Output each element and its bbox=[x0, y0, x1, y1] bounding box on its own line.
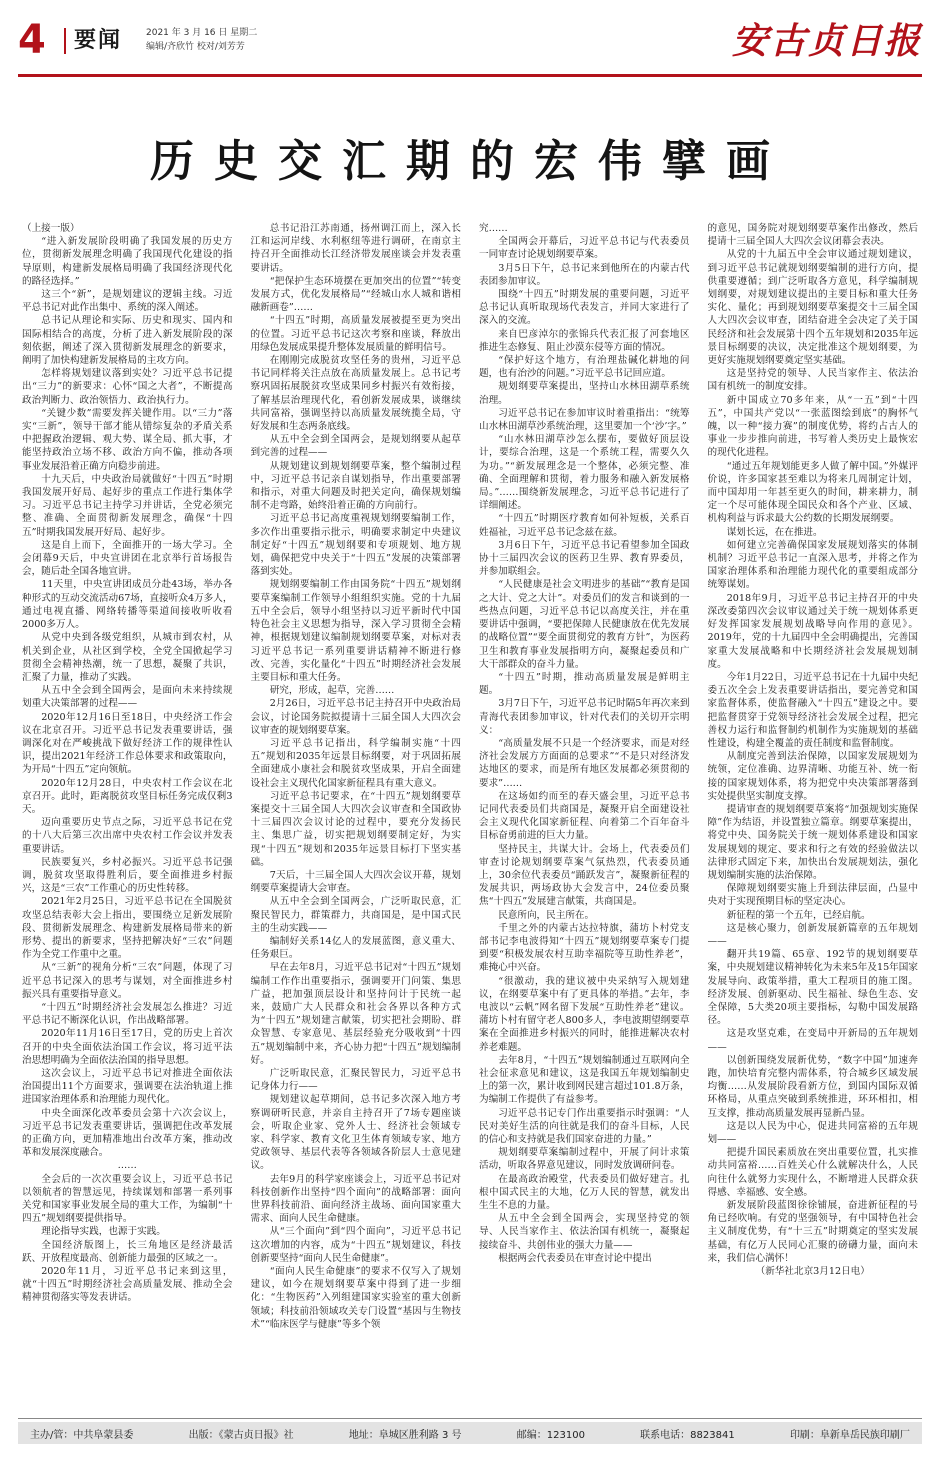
paragraph: 3月5日下午，总书记来到他所在的内蒙古代表团参加审议。 bbox=[479, 262, 690, 287]
paragraph: 11天里，中央宣讲团成员分赴43场，举办各种形式的互动交流活动67场，直接听众4万多人，通过电视直播、网络转播等渠道间接收听收看2000多万人。 bbox=[22, 579, 233, 631]
paragraph: 坚持民主，共谋大计。会场上，代表委员们审查讨论规划纲要草案气氛热烈，代表委员通上，30余位代表委员“踊跃发言”，凝聚新征程的发展共识，两场政协大会发言中，24位委员聚焦“十四五”发展建言献策，共商国是。 bbox=[479, 843, 690, 908]
press-info: 出版：《蒙古贞日报》社 bbox=[188, 1429, 294, 1441]
paragraph: 从党的十九届五中全会审议通过规划建议，到习近平总书记就规划纲要编制的进行方向，提供重要遵循；到广泛听取各方意见，科学编制规划纲要，对规划建议提出的主要目标和重大任务实化、量化；再到规划纲要草案提交十三届全国人大四次会议审查，团结奋进全会决定了关于国民经济和社会发展第十四个五年规划和2035年远景目标纲要的决议，决定批准这个规划纲要，为更好实施规划纲要奠定坚实基础。 bbox=[707, 249, 918, 367]
paragraph: 民意所向，民主所在。 bbox=[498, 909, 595, 921]
paragraph: 2020年11月，习近平总书记来到这里，就“十四五”时期经济社会高质量发展、推动全会精神贯彻落实等发表讲话。 bbox=[22, 1266, 233, 1304]
paragraph: 这是自上而下，全面推开的一场大学习。全会闭幕9天后，中央宣讲团在北京举行首场报告会，随后赴全国各地宣讲。 bbox=[22, 539, 233, 578]
paragraph: 习近平总书记高度重视规划纲要编制工作，多次作出重要指示批示，明确要求制定中央建议制定好“十四五”规划纲要和专项规划、地方规划，确保把党中央关于“十四五”发展的决策部署落到实处。 bbox=[250, 513, 461, 578]
paragraph: 在最高政治殿堂，代表委员们做好建言。扎根中国式民主的大地，亿万人民的智慧，就发出生生不息的力量。 bbox=[479, 1173, 690, 1212]
paragraph: “十四五”时期医疗教育如何补短板，关系百姓福祉，习近平总书记念兹在兹。 bbox=[479, 513, 690, 538]
paragraph: （新华社北京3月12日电） bbox=[755, 1266, 870, 1278]
paragraph: 全国经济版图上，长三角地区是经济最活跃、开放程度最高、创新能力最强的区域之一。 bbox=[22, 1239, 233, 1264]
paragraph: 从五中全会到全国两会，广泛听取民意，汇聚民智民力，群策群力，共商国是，是中国式民主的生动实践—— bbox=[250, 896, 461, 934]
paragraph: 谋划长远，在在推进。 bbox=[726, 526, 823, 538]
paragraph: 理论指导实践，也源于实践。 bbox=[41, 1226, 166, 1238]
paragraph: 中央全面深化改革委员会第十六次会议上，习近平总书记发表重要讲话，强调把住改革发展的正确方向，更加精准地出台改革方案，推动改革和发展深度融合。 bbox=[22, 1107, 233, 1159]
paragraph: 2018年9月，习近平总书记主持召开的中央深改委第四次会议审议通过关于统一规划体系更好发挥国家发展规划战略导向作用的意见》。2019年，党的十九届四中全会明确提出，完善国家重大发展战略和中长期经济社会发展规划制度。 bbox=[707, 592, 918, 670]
postcode-info: 邮编：123100 bbox=[516, 1429, 585, 1441]
paragraph: 翻开共19篇、65章、192节的规划纲要草案，中央规划建议精神转化为未来5年及15年国家发展导向、政策举措，重大工程项目的施工图。经济发展、创新驱动、民生福祉、绿色生态、安全保障，5大类20项主要指标，勾勒中国发展路径。 bbox=[707, 949, 918, 1027]
paragraph: 从“三新”的视角分析“三农”问题，体现了习近平总书记深入的思考与谋划，对全面推进乡村振兴具有重要指导意义。 bbox=[22, 962, 233, 1000]
phone-info: 联系电话：8823841 bbox=[640, 1429, 735, 1441]
paragraph: …… bbox=[117, 1160, 137, 1172]
paragraph: 这是坚持党的领导、人民当家作主、依法治国有机统一的制度安排。 bbox=[707, 368, 918, 393]
paragraph: 以创新围绕发展新优势，“数字中国”加速奔跑，加快培育完整内需体系，符合城乡区域发展均衡……从发展阶段看新方位，到国内国际双循环格局，从重点突破到系统推进，环环相扣，相互支撑，推动高质量发展再显新凸显。 bbox=[707, 1054, 918, 1119]
paragraph: “保护好这个地方，有治理盐碱化耕地的问题，也有治沙的问题。”习近平总书记回应道。 bbox=[479, 355, 690, 380]
paragraph: 从党中央到各级党组织，从城市到农村，从机关到企业，从社区到学校，全党全国掀起学习贯彻全会精神热潮，统一了思想，凝聚了共识，汇聚了力量，推动了实践。 bbox=[22, 632, 233, 683]
paragraph: 把提升国民素质放在突出重要位置，扎实推动共同富裕……百姓关心什么就解决什么，人民向往什么就努力实现什么，不断增进人民群众获得感、幸福感、安全感。 bbox=[707, 1147, 918, 1198]
paragraph: 迈向重要历史节点之际，习近平总书记在党的十八大后第三次出席中央农村工作会议并发表重要讲话。 bbox=[22, 817, 233, 855]
paragraph: 究…… bbox=[479, 223, 508, 234]
paragraph: 规划纲要草案提出，坚持山水林田湖草系统治理。 bbox=[479, 381, 690, 406]
paragraph: 总书记从理论和实际、历史和现实、国内和国际相结合的高度，分析了进入新发展阶段的深刻依据，阐述了深入贯彻新发展理念的新要求，阐明了加快构建新发展格局的主攻方向。 bbox=[22, 315, 233, 367]
paragraph: 从制度完善到法治保障，以国家发展规划为统领，定位准确、边界清晰、功能互补、统一衔接的国家规划体系，将为把党中央决策部署落到实处提供坚实制度支撑。 bbox=[707, 751, 918, 802]
paragraph: “山水林田湖草沙怎么摆布，要做好顶层设计，要综合治理，这是一个系统工程，需要久久为功。”“新发展理念是一个整体，必须完整、准确、全面理解和贯彻，着力服务和融入新发展格局。”……围绕新发展理念，习近平总书记进行了详细阐述。 bbox=[479, 434, 690, 512]
address-info: 地址：阜城区胜利路 3 号 bbox=[348, 1429, 462, 1441]
paragraph: 规划纲要编制工作由国务院“十四五”规划纲要草案编制工作领导小组组织实施。党的十九届五中全会后，领导小组坚持以习近平新时代中国特色社会主义思想为指导，深入学习贯彻全会精神，根据规划建议编制规划纲要草案，对标对表习近平总书记一系列重要讲话精神不断进行修改、完善，实化量化“十四五”时期经济社会发展主要目标和重大任务。 bbox=[250, 579, 461, 683]
paragraph: 从五中全会到全国两会，是面向未来持续规划重大决策部署的过程—— bbox=[22, 685, 233, 710]
article-column-3 bbox=[479, 222, 690, 1412]
paragraph: 民族要复兴，乡村必振兴。习近平总书记强调，脱贫攻坚取得胜利后，要全面推进乡村振兴，这是“三农”工作重心的历史性转移。 bbox=[22, 856, 233, 895]
article-headline: 历史交汇期的宏伟擘画 bbox=[150, 136, 790, 187]
paragraph: 早在去年8月，习近平总书记对“十四五”规划编制工作作出重要指示，强调要开门问策、集思广益，把加强顶层设计和坚持问计于民统一起来，鼓励广大人民群众和社会各界以各种方式为“十四五”规划建言献策，切实把社会期盼、群众智慧、专家意见、基层经验充分吸收到“十四五”规划编制中来，齐心协力把“十四五”规划编制好。 bbox=[250, 962, 461, 1066]
article-column-2 bbox=[251, 222, 462, 1412]
editor-credit: 编辑/齐欣竹 校对/刘芳芳 bbox=[146, 42, 245, 52]
paragraph: 编制好关系14亿人的发展蓝图，意义重大、任务艰巨。 bbox=[250, 935, 461, 961]
paragraph: 提请审查的规划纲要草案将“加强规划实施保障”作为结语，并设置独立篇章。纲要草案提出，将党中央、国务院关于统一规划体系建设和国家发展规划的规定、要求和行之有效的经验做法以法律形式固定下来，加快出台发展规划法，强化规划编制实施的法治保障。 bbox=[707, 803, 918, 881]
paragraph: 2020年12月28日，中央农村工作会议在北京召开。此时，距离脱贫攻坚目标任务完成仅剩3天。 bbox=[22, 777, 233, 815]
paragraph: 3月7日下午，习近平总书记时隔5年再次来到青海代表团参加审议，针对代表们的关切开宗明义： bbox=[479, 698, 690, 736]
paragraph: 3月6日下午，习近平总书记看望参加全国政协十三届四次会议的医药卫生界、教育界委员，并参加联组会。 bbox=[479, 539, 690, 578]
paragraph: 研究，形成，起草，完善…… bbox=[269, 685, 395, 697]
paragraph: 这是攻坚克难，在变局中开新局的五年规划—— bbox=[707, 1028, 918, 1053]
paragraph: 的意见，国务院对规划纲要草案作出修改，然后提请十三届全国人大四次会议闭幕会表决。 bbox=[707, 223, 918, 248]
paragraph: 规划纲要草案编制过程中，开展了问计求策活动，听取各界意见建议，同时发放调研问卷。 bbox=[479, 1147, 690, 1172]
paragraph: 保障规划纲要实施上升到法律层面，凸显中央对于实现预期目标的坚定决心。 bbox=[707, 883, 918, 908]
paragraph: “很激动，我的建议被中央采纳写入规划建议，在纲要草案中有了更具体的举措。”去年，李电波以“云帆”网名留下发展“互助性养老”建议。蒲坊卜村有留守老人800多人，李电波期望纲要草案在全面推进乡村振兴的同时，能推进解决农村养老难题。 bbox=[479, 975, 690, 1053]
paragraph: 这次会议上，习近平总书记对推进全面依法治国提出11个方面要求，强调要在法治轨道上推进国家治理体系和治理能力现代化。 bbox=[22, 1068, 233, 1106]
paragraph: 总书记沿江苏南通，扬州调江而上，深入长江和运河岸线、水利枢纽等进行调研，在南京主持召开全面推动长江经济带发展座谈会并发表重要讲话。 bbox=[250, 223, 461, 274]
paragraph: 根据两会代表委员在审查讨论中提出 bbox=[498, 1252, 652, 1264]
page-number: 4 bbox=[18, 17, 46, 63]
paragraph: 从五中全会到全国两会，是规划纲要从起草到完善的过程—— bbox=[250, 434, 461, 459]
paragraph: 2020年11月16日至17日，党的历史上首次召开的中央全面依法治国工作会议，将习近平法治思想明确为全面依法治国的指导思想。 bbox=[22, 1028, 233, 1066]
publisher-info: 主办/管：中共阜蒙县委 bbox=[30, 1429, 134, 1441]
paragraph: 这是核心聚力，创新发展新篇章的五年规划—— bbox=[707, 922, 918, 947]
paragraph: 去年8月，“十四五”规划编制通过互联网向全社会征求意见和建议，这是我国五年规划编制史上的第一次，累计收到网民建言超过101.8万条，为编制工作提供了有益参考。 bbox=[479, 1054, 690, 1106]
paragraph: 习近平总书记专门作出重要指示时强调：“人民对美好生活的向往就是我们的奋斗目标，人民的信心和支持就是我们国家奋进的力量。” bbox=[479, 1107, 690, 1146]
paragraph: 广泛听取民意，汇聚民智民力，习近平总书记身体力行—— bbox=[250, 1068, 461, 1093]
header-divider bbox=[18, 74, 922, 77]
paragraph: 从五中全会到全国两会，实现坚持党的领导、人民当家作主、依法治国有机统一，凝聚起接续奋斗、共创伟业的强大力量—— bbox=[479, 1213, 690, 1251]
paragraph: “十四五”时期，推动高质量发展是鲜明主题。 bbox=[479, 671, 690, 697]
paragraph: 新征程的第一个五年，已经启航。 bbox=[726, 909, 871, 921]
paragraph: “十四五”时期经济社会发展怎么推进？习近平总书记不断深化认识，作出战略部署。 bbox=[22, 1001, 233, 1027]
paragraph: 新中国成立70多年来，从“一五”到“十四五”，中国共产党以“一张蓝图绘到底”的胸怀气魄，以一种“接力赛”的制度优势，将约占古人的事业一步步推向前进，书写着人类历史上最恢宏的现代化进程。 bbox=[707, 394, 918, 459]
issue-date: 2021 年 3 月 16 日 星期二 bbox=[146, 28, 258, 38]
paragraph: 规划建议起草期间，总书记多次深入地方考察调研听民意，并亲自主持召开了7场专题座谈会，听取企业家、党外人士、经济社会领域专家、科学家、教育文化卫生体育领域专家、地方党政领导、基层代表等各领域各阶层人士意见建议。 bbox=[250, 1094, 461, 1172]
article-column-1 bbox=[22, 222, 233, 1412]
paragraph: 习近平总书记在参加审议时着重指出：“统筹山水林田湖草沙系统治理，这里要加一个‘沙’字。” bbox=[479, 407, 690, 433]
paragraph: 今年1月22日，习近平总书记在十九届中央纪委五次全会上发表重要讲话指出，要完善党和国家监督体系，使监督融入“十四五”建设之中。要把监督贯穿于党领导经济社会发展全过程，把完善权力运行和监督制约机制作为实施规划的基础性建设，构建全覆盖的责任制度和监督制度。 bbox=[707, 671, 918, 749]
paragraph: 从规划建议到规划纲要草案，整个编制过程中，习近平总书记亲自谋划指导，作出重要部署和指示，对重大问题及时把关定向，确保规划编制不走弯路，始终沿着正确的方向前行。 bbox=[250, 460, 461, 512]
newspaper-logo: 安古贞日报 bbox=[731, 20, 922, 62]
paragraph: “高质量发展不只是一个经济要求，而是对经济社会发展方方面面的总要求”“不是只对经济发达地区的要求，而是所有地区发展都必须贯彻的要求”…… bbox=[479, 737, 690, 789]
paragraph: 在这场如约而至的春天盛会里，习近平总书记同代表委员们共商国是，凝聚开启全面建设社会主义现代化国家新征程、向着第二个百年奋斗目标奋勇前进的巨大力量。 bbox=[479, 790, 690, 842]
printer-info: 印刷：阜新阜岳民族印刷厂 bbox=[789, 1429, 910, 1441]
paragraph: “通过五年规划能更多人做了解中国。”外媒评价说，许多国家甚至难以为将来几周制定计划，而中国却用一年甚至更久的时间，耕来耕力，制定一个尽可能体现全国民众和各个产业、区域、机构利益与诉求最大公约数的长期发展纲要。 bbox=[707, 460, 918, 525]
paragraph: 围绕“十四五”时期发展的重要问题，习近平总书记认真听取现场代表发言，并同大家进行了深入的交流。 bbox=[479, 289, 690, 327]
footer-divider bbox=[18, 1418, 922, 1419]
article-column-4 bbox=[708, 222, 919, 1412]
paragraph: （上接一版） bbox=[22, 223, 80, 234]
paragraph: “十四五”时期，高质量发展被提至更为突出的位置。习近平总书记这次考察和座谈，释放出用绿色发展成果提升整体发展质量的鲜明信号。 bbox=[250, 315, 461, 353]
paragraph: 从“三个面向”到“四个面向”，习近平总书记这次增加的内容，成为“十四五”规划建议，科技创新要坚持“面向人民生命健康”。 bbox=[250, 1226, 461, 1264]
masthead bbox=[18, 18, 922, 68]
paragraph: 全会后的一次次重要会议上，习近平总书记以领航者的智慧远见，持续谋划和部署一系列事关党和国家事业发展全局的重大工作，为编制“十四五”规划纲要提供指导。 bbox=[22, 1173, 233, 1225]
issue-meta bbox=[146, 26, 257, 54]
article-body bbox=[22, 222, 918, 1412]
paragraph: 全国两会开幕后，习近平总书记与代表委员一同审查讨论规划纲要草案。 bbox=[479, 236, 690, 261]
paragraph: 2020年12月16日至18日，中央经济工作会议在北京召开。习近平总书记发表重要讲话，强调深化对在严峻挑战下做好经济工作的规律性认识，提出2021年经济工作总体要求和政策取向，为开局“十四五”定向领航。 bbox=[22, 711, 233, 776]
paragraph: “进入新发展阶段明确了我国发展的历史方位，贯彻新发展理念明确了我国现代化建设的指导原则，构建新发展格局明确了我国经济现代化的路径选择。” bbox=[22, 236, 233, 287]
paragraph: 7天后，十三届全国人大四次会议开幕，规划纲要草案提请大会审查。 bbox=[250, 869, 461, 895]
paragraph: “把保护生态环境摆在更加突出的位置”“转变发展方式，优化发展格局”“经城山水人城和谐相融新画卷”…… bbox=[250, 275, 461, 314]
colophon bbox=[18, 1422, 922, 1444]
paragraph: 2021年2月25日，习近平总书记在全国脱贫攻坚总结表彰大会上指出，要围绕立足新发展阶段、贯彻新发展理念、构建新发展格局带来的新形势、提出的新要求，坚持把解决好“三农”问题作为全党工作重中之重。 bbox=[22, 896, 233, 961]
paragraph: 怎样将规划建议落到实处？习近平总书记提出“三力”的新要求：心怀“国之大者”，不断提高政治判断力、政治领悟力、政治执行力。 bbox=[22, 368, 233, 406]
paragraph: 十九天后，中央政治局就做好“十四五”时期我国发展开好局、起好步的重点工作进行集体学习。习近平总书记主持学习并讲话，全党必须完整、准确、全面贯彻新发展理念，确保“十四五”时期我国发展开好局、起好步。 bbox=[22, 473, 233, 538]
paragraph: 来自巴彦淖尔的张锦兵代表汇报了河套地区推进生态修复、阻止沙漠东侵等方面的情况。 bbox=[479, 328, 690, 353]
paragraph: 习近平总书记指出，科学编制实施“十四五”规划和2035年远景目标纲要，对于巩固拓展全面建成小康社会和脱贫攻坚成果，开启全面建设社会主义现代化国家新征程具有重大意义。 bbox=[250, 737, 461, 789]
paragraph: 新发展阶段蓝图徐徐铺展，奋进新征程的号角已经吹响。有党的坚强领导，有中国特色社会主义制度优势，有“十三五”时期奠定的坚实发展基础，有亿万人民同心汇聚的磅礴力量，面向未来，我们信心满怀！ bbox=[707, 1200, 918, 1264]
paragraph: “面向人民生命健康”的要求不仅写入了规划建议，如今在规划纲要草案中得到了进一步细化：“生物医药”入列组建国家实验室的重大创新领域；科技前沿领域攻关专门设置“基因与生物技术”“临床医学与健康”等多个领 bbox=[250, 1266, 461, 1330]
paragraph: 这三个“新”，是规划建议的逻辑主线。习近平总书记对此作出集中、系统的深入阐述。 bbox=[22, 289, 233, 314]
paragraph: 这是以人民为中心，促进共同富裕的五年规划—— bbox=[707, 1120, 918, 1146]
paragraph: 如何建立完善确保国家发展规划落实的体制机制？习近平总书记一直深入思考，并将之作为国家治理体系和治理能力现代化的重要组成部分统筹谋划。 bbox=[707, 539, 918, 591]
paragraph: 千里之外的内蒙古达拉特旗，蒲坊卜村党支部书记李电波得知“十四五”规划纲要草案专门提到要“积极发展农村互助幸福院等互助性养老”，难掩心中兴奋。 bbox=[479, 922, 690, 974]
paragraph: “人民健康是社会文明进步的基础”“教育是国之大计、党之大计”。对委员们的发言和谈到的一些热点问题，习近平总书记以高度关注，并在重要讲话中强调，“要把保障人民健康放在优先发展的战略位置”“要全面贯彻党的教育方针”，为医药卫生和教育事业发展指明方向，凝聚起委员和广大干部群众的奋斗力量。 bbox=[479, 579, 690, 670]
paragraph: 习近平总书记要求，在“十四五”规划纲要草案提交十三届全国人大四次会议审查和全国政协十三届四次会议讨论的过程中，要充分发扬民主、集思广益，切实把规划纲要制定好，为实现“十四五”规划和2035年远景目标打下坚实基础。 bbox=[250, 790, 461, 868]
paragraph: “关键少数”需要发挥关键作用。以“三力”落实“三新”，领导干部才能从错综复杂的矛盾关系中把握政治逻辑、观大势、谋全局、抓大事，才能坚持政治立场不移、政治方向不偏，推动各项事业发展沿着正确方向稳步前进。 bbox=[22, 407, 233, 472]
paragraph: 去年9月的科学家座谈会上，习近平总书记对科技创新作出坚持“四个面向”的战略部署：面向世界科技前沿、面向经济主战场、面向国家重大需求、面向人民生命健康。 bbox=[250, 1173, 461, 1225]
paragraph: 在刚刚完成脱贫攻坚任务的贵州，习近平总书记同样将关注点放在高质量发展上。总书记考察巩固拓展脱贫攻坚成果同乡村振兴有效衔接，了解基层治理现代化，看创新发展成果，谈继续共同富裕，强调坚持以高质量发展统揽全局，守好发展和生态两条底线。 bbox=[250, 355, 461, 433]
paragraph: 2月26日，习近平总书记主持召开中央政治局会议，讨论国务院拟提请十三届全国人大四次会议审查的规划纲要草案。 bbox=[250, 698, 461, 736]
section-name: 要闻 bbox=[64, 28, 122, 54]
